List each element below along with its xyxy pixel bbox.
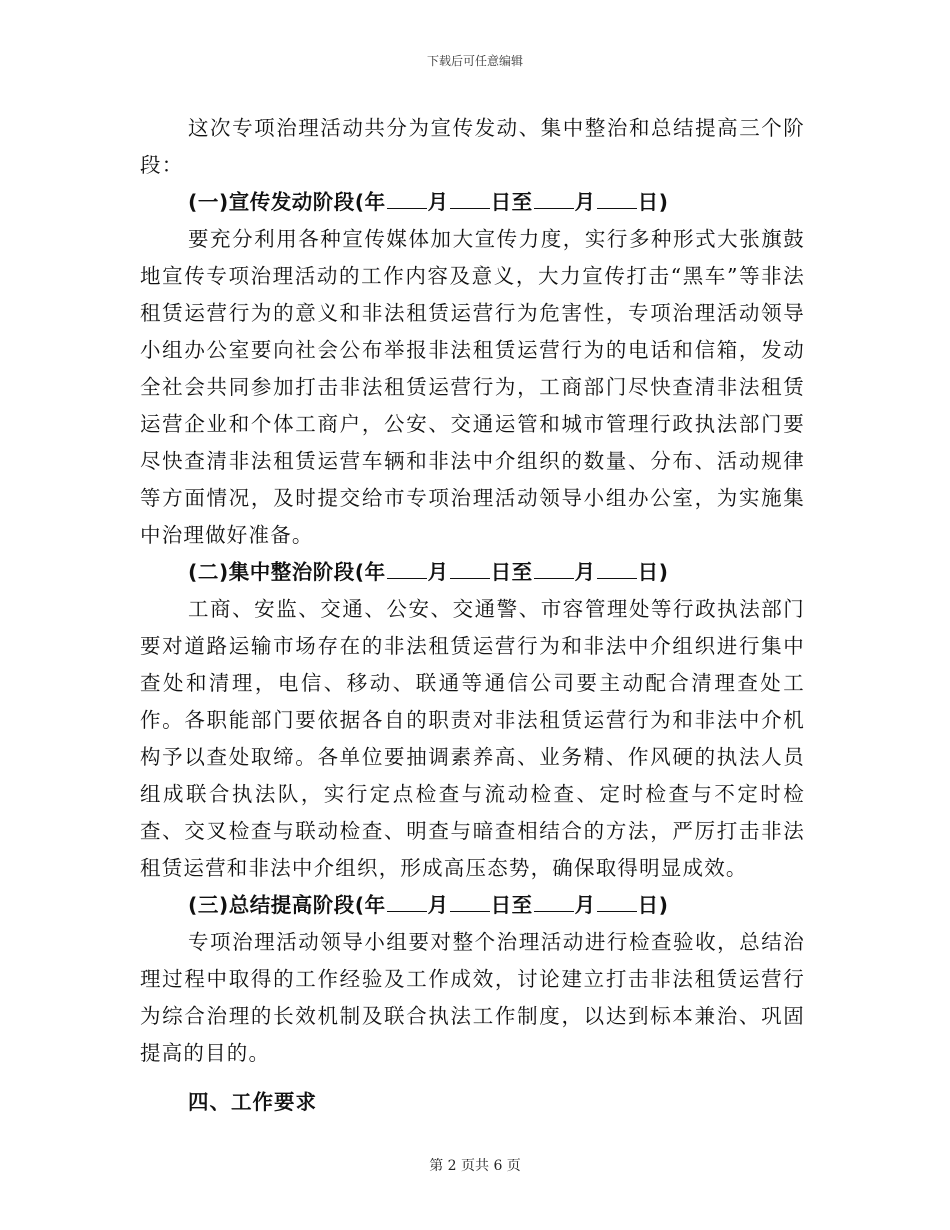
blank-line bbox=[387, 560, 427, 579]
date-end: 日) bbox=[637, 893, 669, 917]
blank-line bbox=[597, 893, 637, 912]
blank-line bbox=[597, 560, 637, 579]
blank-line bbox=[450, 893, 490, 912]
date-month2: 月 bbox=[574, 560, 596, 584]
section-four-heading: 四、工作要求 bbox=[188, 1090, 317, 1114]
document-body bbox=[140, 110, 805, 1121]
stage-3-body: 专项治理活动领导小组要对整个治理活动进行检查验收，总结治理过程中取得的工作经验及工作成效，讨论建立打击非法租赁运营行为综合治理的长效机制及联合执法工作制度，以达到标本兼治、巩固提高的目的。 bbox=[140, 930, 805, 1065]
blank-line bbox=[534, 190, 574, 209]
date-end: 日) bbox=[637, 560, 669, 584]
date-end: 日) bbox=[637, 190, 669, 214]
blank-line bbox=[534, 560, 574, 579]
date-month2: 月 bbox=[574, 190, 596, 214]
blank-line bbox=[450, 560, 490, 579]
stage-3-title: (三)总结提高阶段(年 bbox=[188, 893, 386, 917]
date-month: 月 bbox=[427, 190, 449, 214]
stage-2-title: (二)集中整治阶段(年 bbox=[188, 560, 386, 584]
stage-2-heading bbox=[188, 554, 805, 591]
date-day: 日至 bbox=[490, 893, 533, 917]
stage-1-title: (一)宣传发动阶段(年 bbox=[188, 190, 386, 214]
stage-3-heading bbox=[188, 887, 805, 924]
blank-line bbox=[387, 893, 427, 912]
blank-line bbox=[597, 190, 637, 209]
date-month: 月 bbox=[427, 893, 449, 917]
blank-line bbox=[387, 190, 427, 209]
blank-line bbox=[534, 893, 574, 912]
date-day: 日至 bbox=[490, 190, 533, 214]
page-footer: 第 2 页共 6 页 bbox=[429, 1158, 521, 1174]
stage-1-body: 要充分利用各种宣传媒体加大宣传力度，实行多种形式大张旗鼓地宣传专项治理活动的工作内容及意义，大力宣传打击“黑车”等非法租赁运营行为的意义和非法租赁运营行为危害性，专项治理活动领导小组办公室要向社会公布举报非法租赁运营行为的电话和信箱，发动全社会共同参加打击非法租赁运营行为，工商部门尽快查清非法租赁运营企业和个体工商户，公安、交通运管和城市管理行政执法部门要尽快查清非法租赁运营车辆和非法中介组织的数量、分布、活动规律等方面情况，及时提交给市专项治理活动领导小组办公室，为实施集中治理做好准备。 bbox=[140, 227, 805, 547]
date-month: 月 bbox=[427, 560, 449, 584]
stage-2-body: 工商、安监、交通、公安、交通警、市容管理处等行政执法部门要对道路运输市场存在的非法租赁运营行为和非法中介组织进行集中查处和清理，电信、移动、联通等通信公司要主动配合清理查处工作。各职能部门要依据各自的职责对非法租赁运营行为和非法中介机构予以查处取缔。各单位要抽调素养高、业务精、作风硬的执法人员组成联合执法队，实行定点检查与流动检查、定时检查与不定时检查、交叉检查与联动检查、明查与暗查相结合的方法，严厉打击非法租赁运营和非法中介组织，形成高压态势，确保取得明显成效。 bbox=[140, 597, 805, 880]
stage-1-heading bbox=[188, 184, 805, 221]
blank-line bbox=[450, 190, 490, 209]
page-header: 下载后可任意编辑 bbox=[426, 54, 523, 68]
date-month2: 月 bbox=[574, 893, 596, 917]
intro-paragraph: 这次专项治理活动共分为宣传发动、集中整治和总结提高三个阶段： bbox=[140, 116, 805, 177]
date-day: 日至 bbox=[490, 560, 533, 584]
